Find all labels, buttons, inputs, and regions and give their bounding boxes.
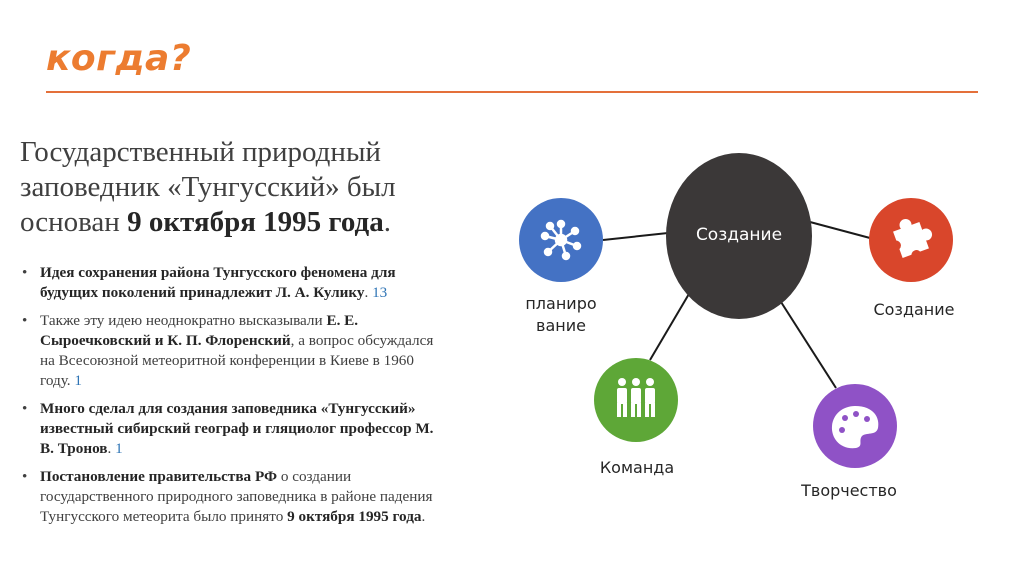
reference-link[interactable]: 1 (115, 440, 123, 457)
bullet-bold: Идея сохранения района Тунгусского феномена для будущих поколений принадлежит Л. А. Кулику (40, 264, 396, 301)
lead-date: 9 октября 1995 года (127, 206, 384, 238)
connector-line (781, 302, 836, 388)
bullet-text: , а вопрос обсуждался на Всесоюзной метеоритной конференции в Киеве в 1960 году. (40, 332, 434, 389)
reference-link[interactable]: 1 (74, 372, 82, 389)
connector-line (603, 233, 668, 240)
bullet-text: . (421, 508, 426, 525)
lead-text: Государственный природный заповедник «Тунгусский» был основан (20, 136, 396, 238)
bullet-bold: Е. Е. Сыроечковский и К. П. Флоренский (40, 312, 359, 349)
center-node-label: Создание (695, 225, 783, 245)
connector-line (810, 222, 870, 238)
bullet-bold: Постановление правительства РФ (40, 468, 278, 485)
bullet-bold: Много сделал для создания заповедника «Тунгусский» известный сибирский географ и гляциолог профессор М. В. Тронов (40, 400, 434, 457)
creativity-label: Творчество (801, 481, 897, 500)
team-label: Команда (599, 458, 675, 477)
reference-link[interactable]: 13 (372, 284, 388, 301)
creation-label: Создание (873, 300, 955, 319)
bullet-text: о создании государственного природного заповедника в районе падения Тунгусского метеорита было принято (40, 468, 433, 525)
planning-label-line: вание (536, 316, 586, 335)
bullet-text: . (107, 440, 116, 457)
bullet-bold: 9 октября 1995 года (287, 508, 422, 525)
slide-title: когда? (46, 38, 192, 79)
bullet-text: Также эту идею неоднократно высказывали (40, 312, 327, 329)
bullet-text: . (364, 284, 373, 301)
planning-label-line: планиро (525, 294, 597, 313)
lead-end: . (383, 206, 391, 238)
planning-label (511, 293, 611, 337)
